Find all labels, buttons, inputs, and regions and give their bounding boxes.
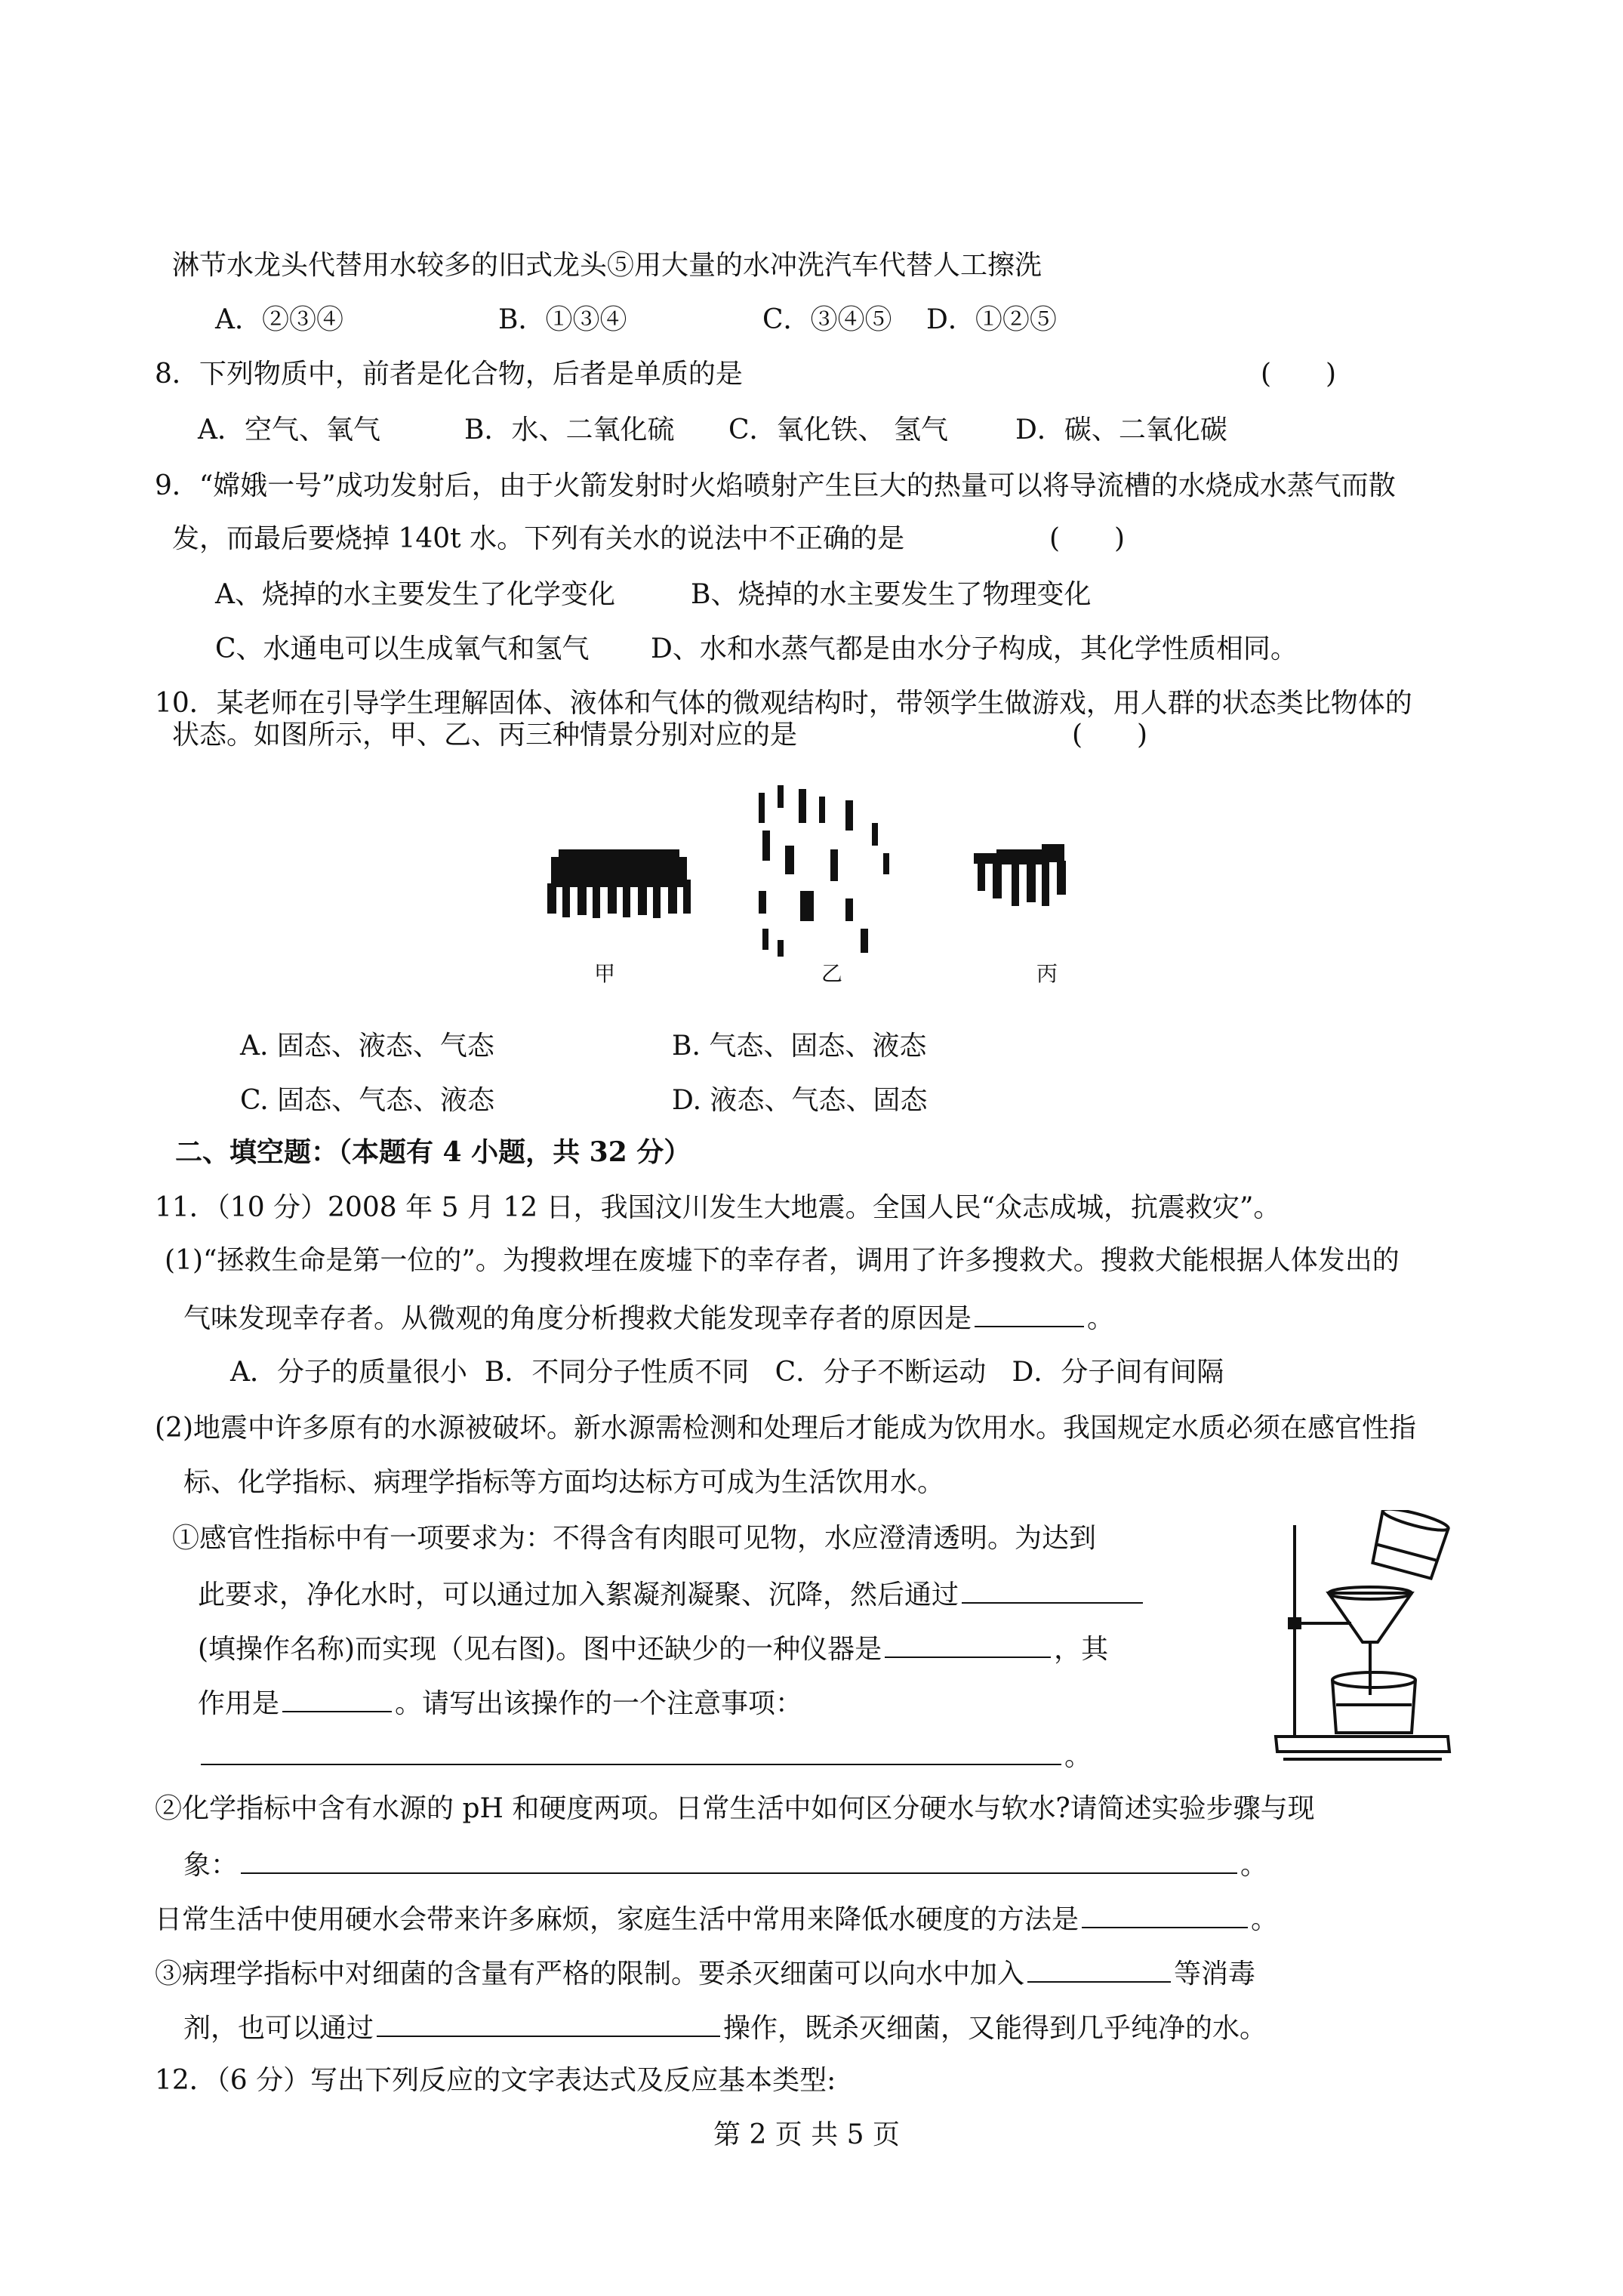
q11-sub2-line1: ②化学指标中含有水源的 pH 和硬度两项。日常生活中如何区分硬水与软水?请简述实验步骤与现 [155,1793,1315,1824]
q11-sub3-text-2b: 操作，既杀灭细菌，又能得到几乎纯净的水。 [723,2013,1267,2044]
q10-answer-paren: ( ) [1072,720,1148,750]
q11-part1-options: A．分子的质量很小 B．不同分子性质不同 C．分子不断运动 D．分子间有间隔 [230,1357,1224,1388]
q9-line1: 9．“嫦娥一号”成功发射后，由于火箭发射时火焰喷射产生巨大的热量可以将导流槽的水烧成水蒸气而散 [155,470,1396,501]
liquid-crowd-image [974,844,1066,906]
q11-sub1-line4 [198,1684,802,1722]
q11-sub3-text: ③病理学指标中对细菌的含量有严格的限制。要杀灭细菌可以向水中加入 [155,1959,1025,1989]
q11-instrument-function-blank[interactable] [282,1684,392,1712]
q11-sub2-period-3: 。 [1251,1904,1279,1935]
q11-part2-line1: (2)地震中许多原有的水源被破坏。新水源需检测和处理后才能成为饮用水。我国规定水质必须在感官性指 [155,1413,1416,1444]
q11-disinfectant-blank[interactable] [1027,1954,1171,1983]
q10-line1: 10．某老师在引导学生理解固体、液体和气体的微观结构时，带领学生做游戏，用人群的状态类比物体的 [155,688,1412,719]
q9-answer-paren: ( ) [1049,523,1126,554]
q10-option-a: A. 固态、液态、气态 [240,1031,494,1062]
solid-crowd-image [547,849,691,918]
q11-part1-answer-blank[interactable] [975,1299,1084,1327]
q11-sub1-line3 [198,1629,1108,1668]
page-footer: 第 2 页 共 5 页 [713,2119,901,2150]
q10-option-c: C. 固态、气态、液态 [240,1085,495,1116]
q7-option-a: A．②③④ [215,304,343,335]
q11-sub2-line2 [183,1845,1267,1884]
q9-option-b: B、烧掉的水主要发生了物理变化 [691,579,1092,610]
q11-sub1-text-4b: 。请写出该操作的一个注意事项： [395,1688,803,1719]
q8-stem: 8．下列物质中，前者是化合物，后者是单质的是 [155,359,743,390]
q7-continuation: 淋节水龙头代替用水较多的旧式龙头⑤用大量的水冲洗汽车代替人工擦洗 [172,250,1042,281]
q11-part2-line2: 标、化学指标、病理学指标等方面均达标方可成为生活饮用水。 [183,1467,945,1498]
q11-sub1-line1: ①感官性指标中有一项要求为：不得含有肉眼可见物，水应澄清透明。为达到 [172,1523,1097,1554]
q11-sub2-period: 。 [1240,1850,1268,1881]
q12-stem: 12．（6 分）写出下列反应的文字表达式及反应基本类型: [155,2065,836,2096]
q11-missing-instrument-blank[interactable] [885,1629,1051,1658]
q11-sub1-text-3: (填操作名称)而实现（见右图)。图中还缺少的一种仪器是 [198,1634,882,1665]
q10-line2: 状态。如图所示，甲、乙、丙三种情景分别对应的是 [172,720,798,750]
q11-sub3-text-b: 等消毒 [1174,1959,1256,1989]
q11-sub1-text-3b: ，其 [1054,1634,1109,1665]
filtration-apparatus-figure [1268,1510,1464,1767]
q9-option-c: C、水通电可以生成氧气和氢气 [215,633,590,664]
q8-option-d: D．碳、二氧化碳 [1015,415,1227,445]
section-2-heading: 二、填空题：（本题有 4 小题，共 32 分） [175,1136,691,1168]
q9-option-d: D、水和水蒸气都是由水分子构成，其化学性质相同。 [651,633,1298,664]
q11-softening-method-blank[interactable] [1082,1900,1248,1928]
q11-purification-operation-blank[interactable] [377,2008,720,2037]
q11-sub2-text: 象： [183,1850,239,1881]
q11-sub1-text-4: 作用是 [198,1688,280,1719]
q8-option-a: A．空气、氧气 [198,415,380,445]
q11-hard-soft-water-blank[interactable] [241,1845,1237,1874]
q11-sub3-line1 [155,1954,1255,1992]
q11-part1-line2 [183,1299,1114,1337]
q7-option-c: C．③④⑤ [762,304,892,335]
q11-precaution-blank[interactable] [201,1737,1061,1765]
q7-option-b: B．①③④ [498,304,627,335]
q11-operation-name-blank[interactable] [962,1575,1143,1604]
q8-answer-paren: ( ) [1261,359,1337,390]
figure-label-jia: 甲 [594,961,616,986]
figure-label-yi: 乙 [821,961,843,986]
q11-sub1-line5 [198,1737,1092,1775]
q8-option-b: B．水、二氧化硫 [464,415,675,445]
q11-sub2-text-3: 日常生活中使用硬水会带来许多麻烦，家庭生活中常用来降低水硬度的方法是 [155,1904,1079,1935]
q8-option-c: C．氧化铁、 氢气 [728,415,948,445]
figure-label-bing: 丙 [1036,961,1058,986]
q11-sub3-line2 [183,2008,1267,2047]
q11-stem: 11．（10 分）2008 年 5 月 12 日，我国汶川发生大地震。全国人民“众志成城，抗震救灾”。 [155,1192,1281,1223]
q10-option-d: D. 液态、气态、固态 [672,1085,928,1116]
q10-option-b: B. 气态、固态、液态 [672,1031,927,1062]
q11-sub3-text-2: 剂，也可以通过 [183,2013,374,2044]
q9-option-a: A、烧掉的水主要发生了化学变化 [215,579,615,610]
q9-line2: 发，而最后要烧掉 140t 水。下列有关水的说法中不正确的是 [172,523,905,554]
q11-sub1-text: 此要求，净化水时，可以通过加入絮凝剂凝聚、沉降，然后通过 [198,1579,959,1610]
q11-sub2-line3 [155,1900,1278,1938]
q11-sub1-line2 [198,1575,1146,1613]
q7-option-d: D．①②⑤ [926,304,1057,335]
q11-sub1-period: 。 [1064,1741,1092,1772]
q11-part1-period: 。 [1087,1303,1115,1334]
gas-crowd-image [759,785,889,957]
q11-part1-line1: (1)“拯救生命是第一位的”。为搜救埋在废墟下的幸存者，调用了许多搜救犬。搜救犬能根据人体发出的 [165,1245,1400,1276]
q11-part1-text: 气味发现幸存者。从微观的角度分析搜救犬能发现幸存者的原因是 [183,1303,972,1334]
